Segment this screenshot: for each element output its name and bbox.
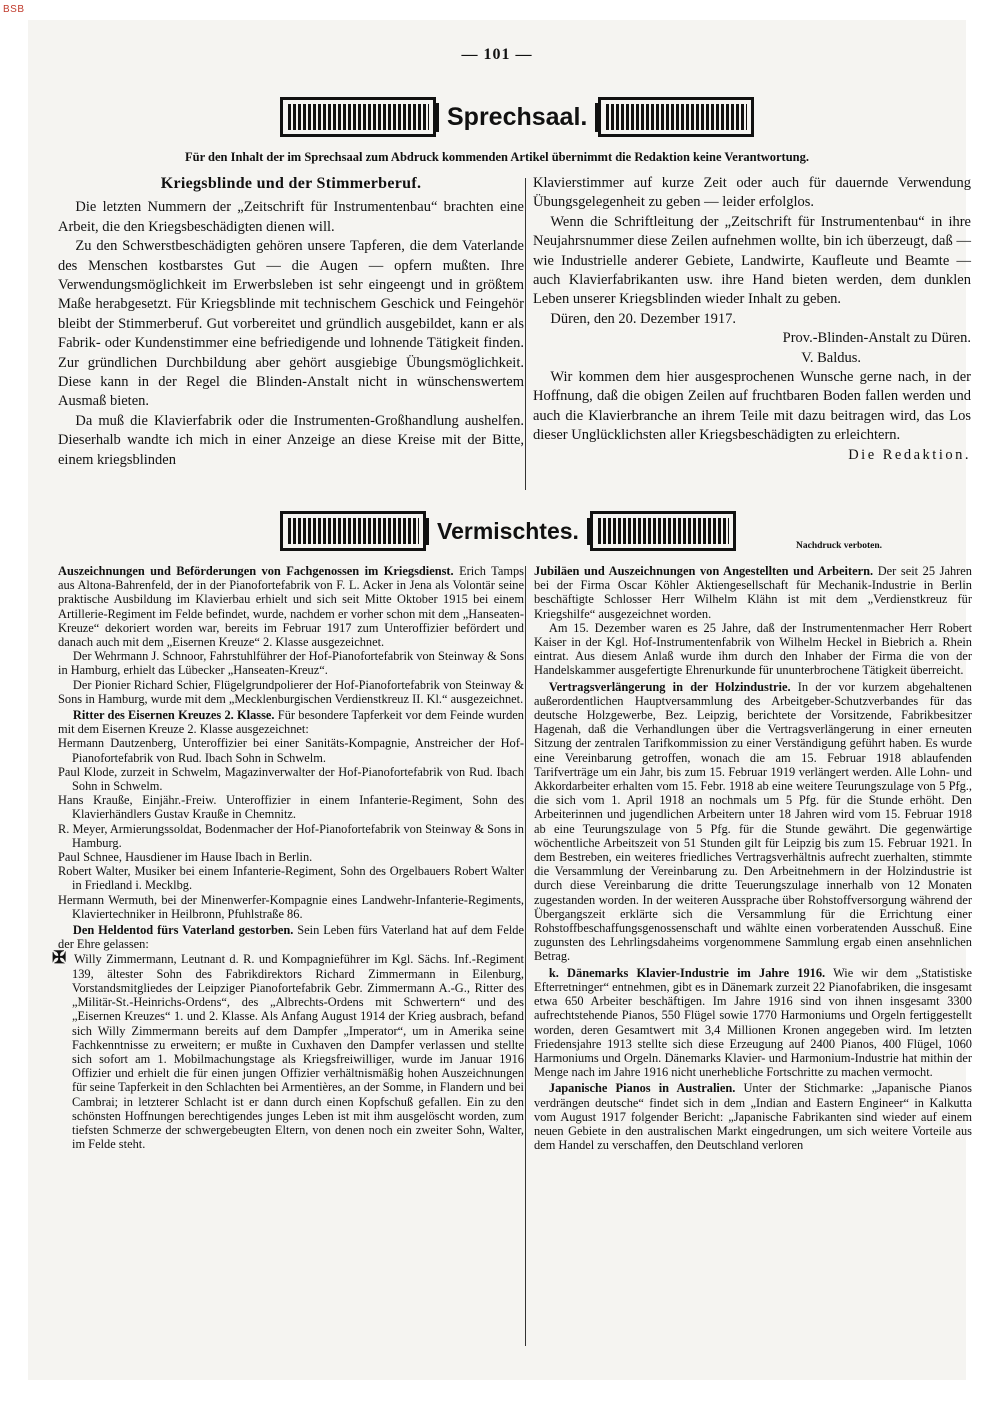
sprechsaal-banner [280, 96, 754, 138]
news-item [58, 564, 524, 649]
news-heading: Jubiläen und Auszeichnungen von Angestellten und Arbeitern. [534, 564, 874, 578]
list-item: Hans Krauße, Einjähr.-Freiw. Unteroffizier in einem Infanterie-Regiment, Sohn des Klavierhändlers Gustav Krauße in Chemnitz. [58, 793, 524, 822]
page-number: — 101 — [461, 46, 533, 63]
article-title: Kriegsblinde und der Stimmerberuf. [160, 175, 422, 192]
list-item: Hermann Dautzenberg, Unteroffizier bei einer Sanitäts-Kompagnie, Anstreicher der Hof-Pianofortefabrik von Rud. Ibach Sohn in Schwelm. [58, 736, 524, 765]
news-text: Erich Tamps aus Altona-Bahrenfeld, der in der Pianofortefabrik von F. L. Acker in Jena als Volontär seine praktische Ausbildung im Klavierbau erhielt und sich seit Mitte Oktober 1915 bei einem Artillerie-Regiment im Felde befindet, wurde, nachdem er vorher schon mit dem „Hanseaten-Kreuze“ dekoriert worden war, bereits im Februar 1917 zum Unteroffizier befördert und danach auch mit dem „Eisernen Kreuze“ 2. Klasse ausgezeichnet. [58, 564, 524, 650]
list-item: R. Meyer, Armierungssoldat, Bodenmacher der Hof-Pianofortefabrik von Steinway & Sons in Hamburg. [58, 821, 524, 850]
signature-institution: Prov.-Blinden-Anstalt zu Düren. [782, 330, 971, 347]
list-item: Hermann Wermuth, bei der Minenwerfer-Kompagnie eines Landwehr-Infanterie-Regiments, Klaviertechniker in Heilbronn, Pfuhlstraße 86. [58, 892, 524, 921]
obituary-text: Willy Zimmermann, Leutnant d. R. und Kompagnieführer im Kgl. Sächs. Inf.-Regiment 139, ältester Sohn des Fabrikdirektors Richard Zimmermann in Eilenburg, Vorstandsmitgliedes der Leipziger Pianofortefabrik Gebr. Zimmermann A.-G., Ritter des „Militär-St.-Heinrichs-Ordens“, des „Albrechts-Ordens mit Schwertern“ und des „Eisernen Kreuzes“ 1. und 2. Klasse. Als Anfang August 1914 der Krieg ausbrach, befand sich Willy Zimmermann bereits auf dem Dampfer „Imperator“, um in Amerika seine Fachkenntnisse zu erweitern; er mußte in Cuxhaven den Dampfer verlassen und stellte sich sofort am 1. Mobilmachungstage als Kriegsfreiwilliger, wurde im Januar 1916 Offizier und erhielt die für einen jungen Offizier verhältnismäßig hohen Auszeichnungen für seine Tapferkeit in den Schlachten bei Armentières, an der Somme, in Flandern und bei Cambrai; in letzterer Schlacht ist er dann durch einen Kopfschuß gefallen. Ein zu den schönsten Hoffnungen berechtigendes junges Leben ist mit ihm ausgelöscht worden, zum tiefsten Schmerze der schwergebeugten Eltern, von denen noch ein zweiter Sohn, Walter, im Felde steht. [72, 952, 524, 1152]
banner-ornament-right [598, 97, 754, 137]
news-text: Der seit 25 Jahren bei der Firma Oscar Köhler Aktiengesellschaft für Mechanik-Industrie in Berlin beschäftigte Schlosser Herr Wilhelm Klähn ist mit dem „Verdienstkreuz für Kriegshilfe“ ausgezeichnet worden. [534, 564, 972, 621]
editor-note: Wir kommen dem hier ausgesprochenen Wunsche gerne nach, in der Hoffnung, daß die obigen Zeilen auf fruchtbaren Boden fallen werden und auch die Klavierbranche an ihrem Teile mit dazu beitragen wird, das Los dieser Unglücklichsten aller Kriegsbeschädigten zu erleichtern. [533, 369, 971, 444]
news-heading: Japanische Pianos in Australien. [548, 1081, 736, 1096]
list-item: Robert Walter, Musiker bei einem Infanterie-Regiment, Sohn des Orgelbauers Robert Walter in Friedland i. Mecklbg. [58, 864, 524, 893]
banner-ornament-left [280, 511, 426, 551]
news-heading: Den Heldentod fürs Vaterland gestorben. [72, 923, 294, 938]
paragraph: Zu den Schwerstbeschädigten gehören unsere Tapferen, die dem Vaterlande des Menschen kostbarstes Gut — die Augen — opfern mußten. Ihre Verwendungsmöglichkeit im Erwerbsleben ist sehr eingeengt und in größtem Maße herabgesetzt. Für Kriegsblinde mit technischem Geschick und Feingehör bleibt der Stimmerberuf. Gut vorbereitet und gründlich ausgebildet, kann er als Fabrik- oder Kundenstimmer eine befriedigende und lohnende Tätigkeit finden. Zur gründlichen Durchbildung aber gehört ausgiebige Übungsmöglichkeit. Diese kann in der Regel die Blinden-Anstalt nicht in wünschenswertem Ausmaß bieten. [58, 238, 524, 410]
sprechsaal-column-right [533, 174, 971, 465]
news-heading: Dänemarks Klavier-Industrie im Jahre 1916. [567, 965, 826, 980]
watermark: BSB [3, 4, 25, 15]
news-text: Unter der Stichmarke: „Japanische Pianos verdrängen deutsche“ findet sich in dem „Indian and Eastern Engineer“ in Kalkutta vom August 1917 folgender Bericht: „Japanische Fabrikanten sind wieder auf einem neuen Gebiete in den australischen Markt eingedrungen, um sich weitere Vorteile aus dem Handel zu verschaffen, den Deutschland verloren [534, 1081, 972, 1153]
news-text: In der vor kurzem abgehaltenen außerordentlichen Hauptversammlung des Arbeitgeber-Schutzverbandes für das deutsche Holzgewerbe, Bez. Leipzig, berichtete der Vorsitzende, Fabrikbesitzer Hagenah, daß die Verhandlungen über die Vertragsverlängerung in einer erneuten Sitzung der zentralen Tarifkommission zu einer Verständigung geführt haben. Es wurde eine Vereinbarung getroffen, wonach die am 15. Februar 1918 ablaufenden Tarifverträge um ein Jahr, bis zum 15. Februar 1919 verlängert werden. Alle Lohn- und Akkordarbeiter erhalten vom 15. Febr. 1918 ab eine weitere Teurungszulage von 5 Pfg., die sich vom 1. April 1918 an nochmals um 5 Pfg. für die Stunde erhöht. Den Arbeiterinnen und jugendlichen Arbeitern unter 18 Jahren wird vom 15. Februar 1918 ab eine Teurungszulage von 5 Pfg. für die Stunde gewährt. Die gegenwärtige wöchentliche Arbeitszeit von 51 Stunden gilt für Leipzig bis zum 15. Februar 1921. In dem Bestreben, ein weiteres friedliches Vertragsverhältnis aufrecht zuerhalten, stimmte die Versammlung der Vereinbarung zu. Den Arbeitnehmern in der Holzindustrie ist durch diese Vereinbarung die dritte Teuerungszulage innerhalb von 12 Monaten zugestanden worden. In der weiteren Aussprache über Rohstoffversorgung während der Übergangszeit erklärte sich die Versammlung für die Errichtung einer Rohstoffbeschaffungsgenossenschaft und wählte einen vorberatenden Ausschuß. Eine zugunsten des Lehrlingsdaheims vorgenommene Sammlung ergab einen ansehnlichen Betrag. [534, 679, 972, 964]
signature-name: V. Baldus. [801, 349, 861, 366]
editor-signature: Die Redaktion. [848, 446, 971, 463]
paragraph: Da muß die Klavierfabrik oder die Instrumenten-Großhandlung aushelfen. Dieserhalb wandte ich mich in einer Anzeige an diese Kreise mit der Bitte, einem kriegsblinden [58, 412, 524, 468]
column-divider [525, 566, 526, 1346]
sprechsaal-column-left [58, 174, 524, 470]
news-text: Wie wir dem „Statistiske Efterretninger“ entnehmen, gibt es in Dänemark zurzeit 22 Pianofabriken, die insgesamt etwa 650 Arbeiter beschäftigen. Im Jahre 1916 sind von ihnen insgesamt 3300 aufrechtstehende Pianos, 550 Flügel sowie 1770 Harmoniums und Orgeln fertiggestellt worden, deren Gesamtwert mit 3,4 Millionen Kronen angegeben wird. Im letzten Friedensjahre 1913 stellte sich diese Erzeugung auf 2400 Pianos, 400 Flügel, 1060 Harmoniums und Orgeln. Dänemarks Klavier- und Harmonium-Industrie hat mithin der Menge nach im Jahre 1916 nicht unerhebliche Fortschritte zu machen vermocht. [534, 965, 972, 1080]
vermischtes-column-right [534, 564, 972, 1152]
vermischtes-title: Vermischtes. [426, 518, 590, 545]
letter-date: Düren, den 20. Dezember 1917. [550, 310, 737, 327]
obituary [52, 948, 524, 1152]
news-item [534, 966, 972, 1080]
paragraph: Am 15. Dezember waren es 25 Jahre, daß der Instrumentenmacher Herr Robert Kaiser in der Kgl. Hof-Instrumentenfabrik von Wilhelm Heckel in Biebrich a. Rhein eintrat. Aus diesem Anlaß wurde ihm durch den Inhaber der Firma die von der Handelskammer ausgefertigte Ehrenurkunde für ununterbrochene Tätigkeit überreicht. [534, 620, 972, 678]
banner-ornament-left [280, 97, 436, 137]
news-text: Sein Leben fürs Vaterland hat auf dem Felde der Ehre gelassen: [58, 923, 524, 952]
news-item [534, 1081, 972, 1152]
disclaimer: Für den Inhalt der im Sprechsaal zum Abdruck kommenden Artikel übernimmt die Redaktion keine Verantwortung. [184, 150, 810, 164]
news-heading: Auszeichnungen und Beförderungen von Fachgenossen im Kriegsdienst. [58, 564, 454, 578]
vermischtes-banner [280, 510, 736, 552]
news-text: Für besondere Tapferkeit vor dem Feinde wurden mit dem Eisernen Kreuze 2. Klasse ausgezeichnet: [58, 708, 524, 737]
news-heading: Ritter des Eisernen Kreuzes 2. Klasse. [72, 708, 275, 723]
paragraph: Die letzten Nummern der „Zeitschrift für Instrumentenbau“ brachten eine Arbeit, die den Kriegsbeschädigten dienen will. [58, 199, 524, 235]
iron-cross-icon: ✠ [52, 948, 67, 968]
news-item [58, 708, 524, 736]
list-item: Paul Schnee, Hausdiener im Hause Ibach in Berlin. [58, 850, 313, 865]
sprechsaal-title: Sprechsaal. [436, 103, 598, 132]
news-lead: k. [548, 965, 559, 980]
column-divider [525, 178, 526, 490]
news-item [58, 923, 524, 951]
banner-ornament-right [590, 511, 736, 551]
paragraph: Klavierstimmer auf kurze Zeit oder auch für dauernde Verwendung Übungsgelegenheit zu geben — leider erfolglos. [533, 175, 971, 211]
news-item [534, 564, 972, 621]
list-item: Paul Klode, zurzeit in Schwelm, Magazinverwalter der Hof-Pianofortefabrik von Rud. Ibach Sohn in Schwelm. [58, 764, 524, 794]
reprint-notice: Nachdruck verboten. [796, 541, 883, 551]
vermischtes-column-left [52, 564, 525, 1152]
paragraph: Der Wehrmann J. Schnoor, Fahrstuhlführer der Hof-Pianofortefabrik von Steinway & Sons in Hamburg, erhielt das Lübecker „Hanseaten-Kreuz“. [58, 649, 525, 678]
paragraph: Wenn die Schriftleitung der „Zeitschrift für Instrumentenbau“ in ihre Neujahrsnummer diese Zeilen aufnehmen wollte, bin ich überzeugt, daß — wie Industrielle anderer Gebiete, Landwirte, Kaufleute und Beamte — auch Klavierfabrikanten usw. ihre Hand bieten werden, dem dunklen Leben unserer Kriegsblinden wieder Inhalt zu geben. [533, 213, 971, 308]
page [28, 20, 972, 1380]
news-item [534, 680, 972, 964]
paragraph: Der Pionier Richard Schier, Flügelgrundpolierer der Hof-Pianofortefabrik von Steinway & Sons in Hamburg, wurde mit dem „Mecklenburgischen Verdienstkreuz II. Kl.“ ausgezeichnet. [58, 677, 524, 706]
news-heading: Vertragsverlängerung in der Holzindustrie. [548, 679, 791, 694]
